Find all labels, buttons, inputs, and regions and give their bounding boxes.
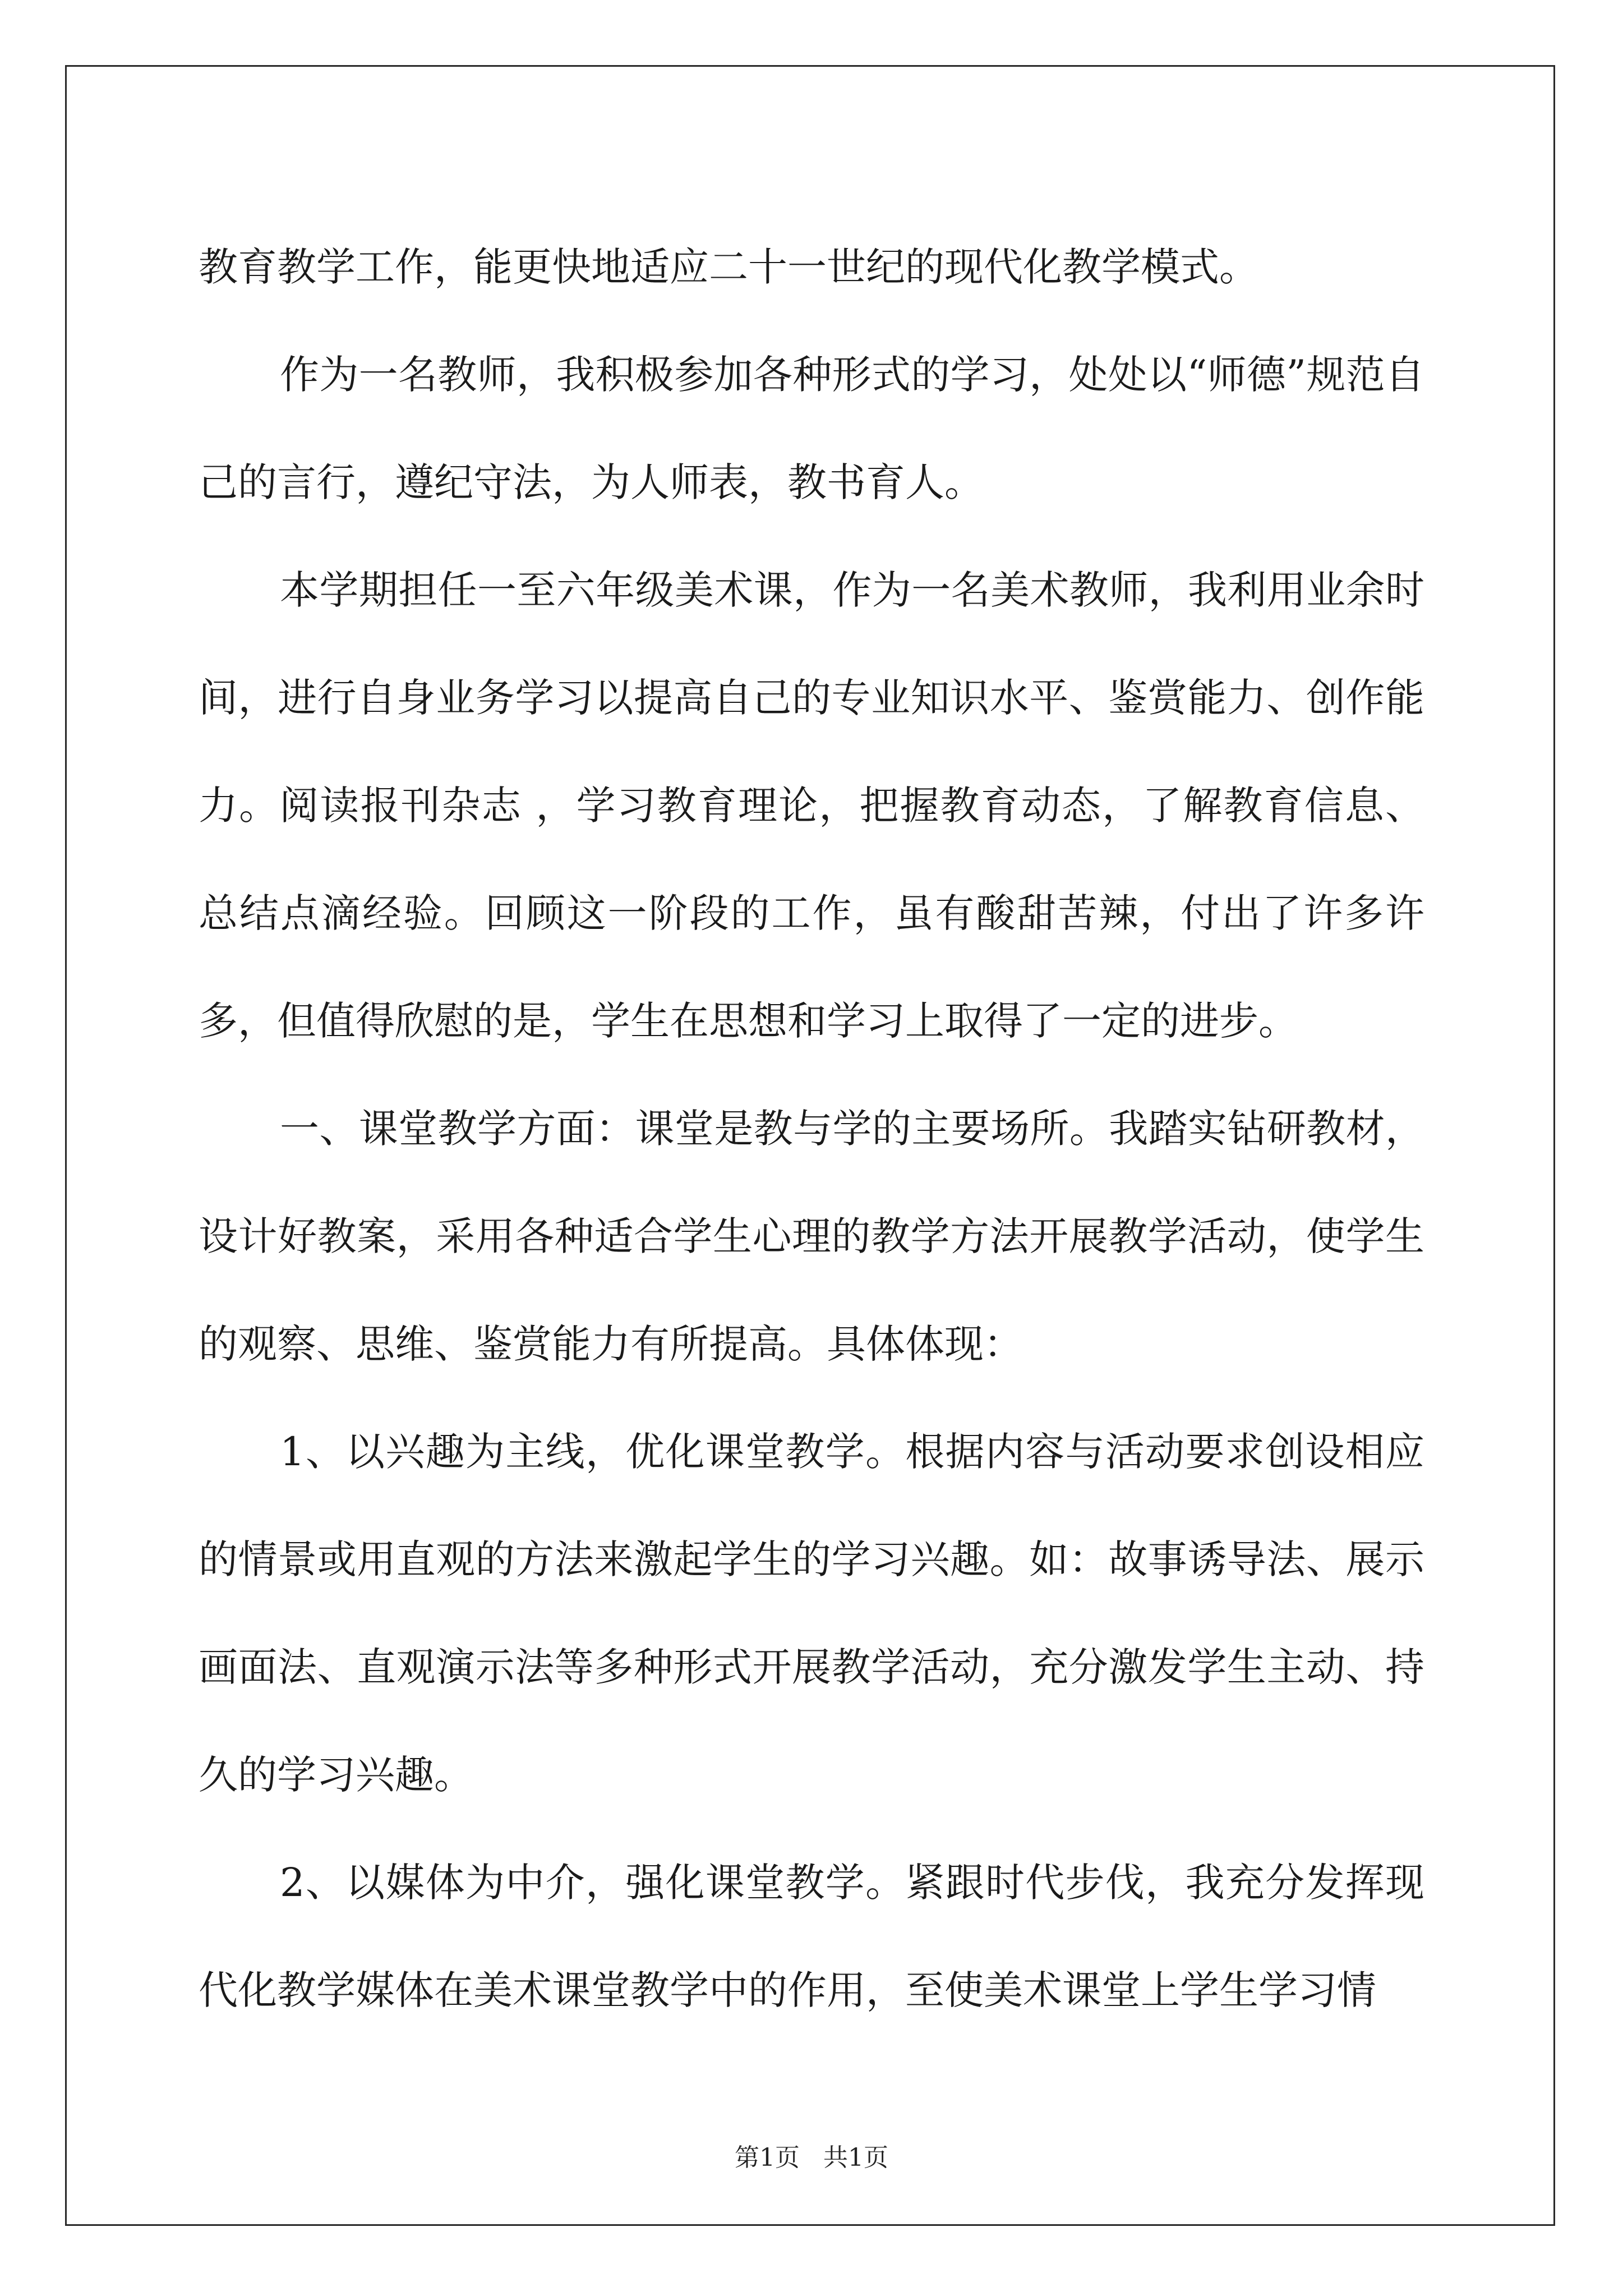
paragraph-3: 本学期担任一至六年级美术课，作为一名美术教师，我利用业余时间，进行自身业务学习以提高自己的专业知识水平、鉴赏能力、创作能力。阅读报刊杂志 ，学习教育理论，把握教育动态，了解教育信息、总结点滴经验。回顾这一阶段的工作，虽有酸甜苦辣，付出了许多许多，但值得欣慰的是，学生在思想和学习上取得了一定的进步。 — [199, 567, 1424, 1044]
page-total: 共1页 — [823, 2143, 888, 2172]
document-body — [199, 213, 1424, 2044]
paragraph-2: 作为一名教师，我积极参加各种形式的学习，处处以“师德”规范自己的言行，遵纪守法，为人师表，教书育人。 — [199, 352, 1424, 505]
paragraph-4: 一、课堂教学方面：课堂是教与学的主要场所。我踏实钻研教材，设计好教案，采用各种适合学生心理的教学方法开展教学活动，使学生的观察、思维、鉴赏能力有所提高。具体体现： — [199, 1106, 1424, 1367]
paragraph-5: 1、以兴趣为主线，优化课堂教学。根据内容与活动要求创设相应的情景或用直观的方法来激起学生的学习兴趣。如：故事诱导法、展示画面法、直观演示法等多种形式开展教学活动，充分激发学生主动、持久的学习兴趣。 — [199, 1429, 1424, 1798]
page-footer — [0, 2137, 1623, 2173]
paragraph-1: 教育教学工作，能更快地适应二十一世纪的现代化教学模式。 — [199, 244, 1258, 290]
paragraph-6: 2、以媒体为中介，强化课堂教学。紧跟时代步伐，我充分发挥现代化教学媒体在美术课堂教学中的作用，至使美术课堂上学生学习情 — [199, 1860, 1424, 2013]
page-number: 第1页 — [735, 2143, 800, 2172]
